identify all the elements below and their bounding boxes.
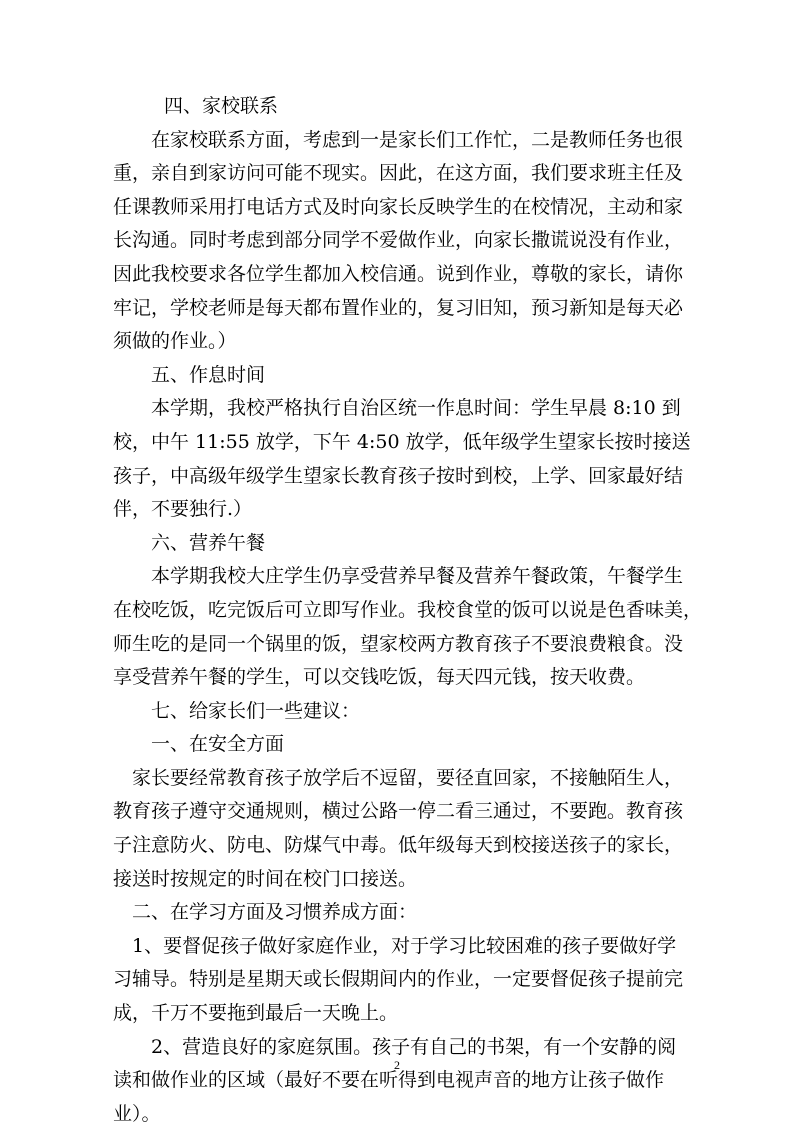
text-line: 五、作息时间 <box>151 363 266 386</box>
text-line: 2、营造良好的家庭氛围。孩子有自己的书架，有一个安静的阅 <box>151 1035 677 1058</box>
text-line: 四、家校联系 <box>164 95 279 117</box>
text-line: 本学期我校大庄学生仍享受营养早餐及营养午餐政策，午餐学生 <box>151 565 684 588</box>
text-line: 孩子，中高级年级学生望家长教育孩子按时到校，上学、回家最好结 <box>113 464 684 487</box>
text-line: 须做的作业。） <box>113 330 237 353</box>
text-line: 任课教师采用打电话方式及时向家长反映学生的在校情况，主动和家 <box>113 195 684 218</box>
text-line: 二、在学习方面及习惯养成方面： <box>132 901 418 924</box>
text-line: 六、营养午餐 <box>151 531 266 554</box>
text-line: 一、在安全方面 <box>151 733 285 756</box>
text-line: 读和做作业的区域（最好不要在听得到电视声音的地方让孩子做作 <box>113 1069 665 1092</box>
text-line: 重，亲自到家访问可能不现实。因此，在这方面，我们要求班主任及 <box>113 162 684 185</box>
text-line: 师生吃的是同一个锅里的饭，望家校两方教育孩子不要浪费粮食。没 <box>113 632 684 655</box>
text-line: 本学期，我校严格执行自治区统一作息时间：学生早晨 8:10 到 <box>151 397 681 420</box>
text-line: 因此我校要求各位学生都加入校信通。说到作业，尊敬的家长，请你 <box>113 262 684 285</box>
text-line: 在校吃饭，吃完饭后可立即写作业。我校食堂的饭可以说是色香味美， <box>113 598 703 621</box>
text-line: 习辅导。特别是星期天或长假期间内的作业，一定要督促孩子提前完 <box>113 968 684 991</box>
text-line: 在家校联系方面，考虑到一是家长们工作忙，二是教师任务也很 <box>151 128 684 151</box>
text-line: 牢记，学校老师是每天都布置作业的，复习旧知，预习新知是每天必 <box>113 296 684 319</box>
text-line: 享受营养午餐的学生，可以交钱吃饭，每天四元钱，按天收费。 <box>113 666 646 689</box>
text-line: 教育孩子遵守交通规则，横过公路一停二看三通过，不要跑。教育孩 <box>113 800 684 823</box>
text-line: 子注意防火、防电、防煤气中毒。低年级每天到校接送孩子的家长， <box>113 834 684 857</box>
text-line: 校，中午 11:55 放学，下午 4:50 放学，低年级学生望家长按时接送 <box>113 430 691 453</box>
document-body <box>113 90 703 1131</box>
text-line: 业）。 <box>113 1102 161 1125</box>
text-line: 家长要经常教育孩子放学后不逗留，要径直回家，不接触陌生人， <box>132 766 684 789</box>
page-number: 2 <box>394 1058 400 1072</box>
text-line: 七、给家长们一些建议： <box>151 699 361 722</box>
text-line: 1、要督促孩子做好家庭作业，对于学习比较困难的孩子要做好学 <box>132 934 677 957</box>
text-line: 接送时按规定的时间在校门口接送。 <box>113 867 418 890</box>
text-line: 长沟通。同时考虑到部分同学不爱做作业，向家长撒谎说没有作业， <box>113 229 684 252</box>
text-line: 伴，不要独行.） <box>113 498 253 521</box>
text-line: 成，千万不要拖到最后一天晚上。 <box>113 1002 399 1025</box>
